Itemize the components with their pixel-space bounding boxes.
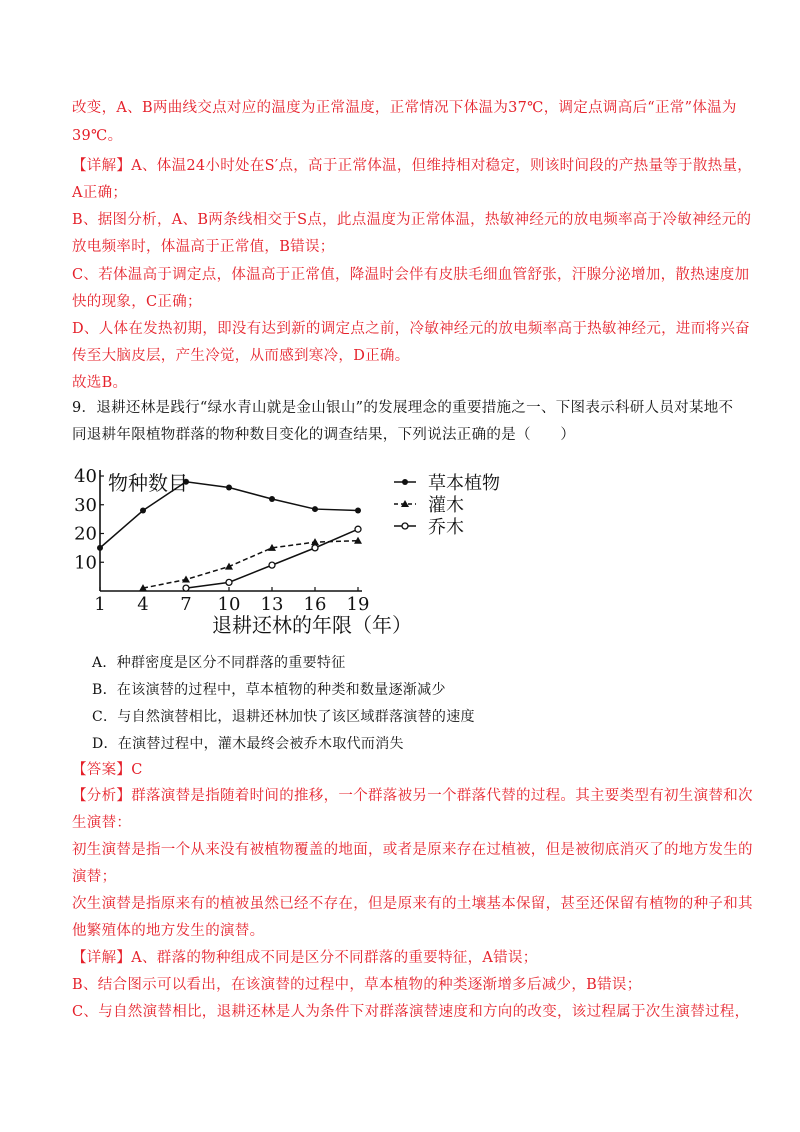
data-point xyxy=(355,526,361,532)
text-line: C、若体温高于调定点，体温高于正常值，降温时会伴有皮肤毛细血管舒张，汗腺分泌增加，散热速度加 xyxy=(72,267,750,283)
legend-item xyxy=(394,517,464,538)
option-d[interactable]: D．在演替过程中，灌木最终会被乔木取代而消失 xyxy=(92,736,404,752)
legend-label: 乔木 xyxy=(428,517,464,538)
x-tick-label: 13 xyxy=(260,594,284,615)
data-point xyxy=(269,562,275,568)
legend-label: 草本植物 xyxy=(428,473,500,494)
text-line: 快的现象，C正确； xyxy=(72,294,202,310)
data-point xyxy=(402,523,408,529)
data-point xyxy=(312,545,318,551)
legend-label: 灌木 xyxy=(428,495,464,516)
text-line: 39℃。 xyxy=(72,128,123,144)
text-line: A正确； xyxy=(72,185,128,201)
answer-label: 【答案】C xyxy=(72,762,143,778)
data-point xyxy=(97,545,103,551)
series-line xyxy=(143,541,358,588)
text-line: 传至大脑皮层，产生冷觉，从而感到寒冷，D正确。 xyxy=(72,348,410,364)
text-line: 次生演替是指原来有的植被虽然已经不存在，但是原来有的土壤基本保留，甚至还保留有植物的种子和其 xyxy=(72,896,753,912)
data-point xyxy=(183,585,189,591)
x-tick-label: 1 xyxy=(94,594,106,615)
data-point xyxy=(182,576,190,583)
y-tick-label: 40 xyxy=(74,466,97,487)
option-c[interactable]: C．与自然演替相比，退耕还林加快了该区域群落演替的速度 xyxy=(92,709,475,725)
x-tick-label: 7 xyxy=(180,594,192,615)
question-stem: 9．退耕还林是践行“绿水青山就是金山银山”的发展理念的重要措施之一、下图表示科研人员对某地不 xyxy=(72,400,734,416)
legend-item xyxy=(394,495,464,516)
text-line: D、人体在发热初期，即没有达到新的调定点之前，冷敏神经元的放电频率高于热敏神经元，进而将兴奋 xyxy=(72,321,750,337)
data-point xyxy=(312,506,318,512)
text-line: 【详解】A、体温24小时处在S′点，高于正常体温，但维持相对稳定，则该时间段的产热量等于散热量， xyxy=(72,158,753,174)
question-stem: 同退耕年限植物群落的物种数目变化的调查结果，下列说法正确的是（ ） xyxy=(72,427,576,443)
chart-xlabel: 退耕还林的年限（年） xyxy=(212,613,412,637)
data-point xyxy=(226,485,232,491)
chart-title: 物种数目 xyxy=(108,471,188,495)
series-乔木 xyxy=(183,526,361,591)
chart-series xyxy=(97,479,362,591)
y-tick-label: 10 xyxy=(74,552,97,574)
option-a[interactable]: A．种群密度是区分不同群落的重要特征 xyxy=(92,655,346,671)
text-line: 【分析】群落演替是指随着时间的推移，一个群落被另一个群落代替的过程。其主要类型有初生演替和次 xyxy=(72,788,753,804)
text-line: 演替； xyxy=(72,869,117,885)
text-line: 他繁殖体的地方发生的演替。 xyxy=(72,923,265,939)
data-point xyxy=(226,579,232,585)
y-tick-label: 30 xyxy=(74,494,97,516)
text-line: B、结合图示可以看出，在该演替的过程中，草本植物的种类逐渐增多后减少，B错误； xyxy=(72,977,642,993)
data-point xyxy=(269,496,275,502)
x-tick-label: 19 xyxy=(346,594,370,615)
text-line: B、据图分析，A、B两条线相交于S点，此点温度为正常体温，热敏神经元的放电频率高于冷敏神经元的 xyxy=(72,212,752,228)
series-line xyxy=(186,529,358,588)
x-tick-label: 4 xyxy=(137,594,149,615)
x-tick-label: 10 xyxy=(217,594,241,615)
legend-item xyxy=(394,473,500,494)
data-point xyxy=(140,508,146,514)
species-count-chart xyxy=(72,460,532,640)
y-tick-label: 20 xyxy=(74,523,97,545)
option-b[interactable]: B．在该演替的过程中，草本植物的种类和数量逐渐减少 xyxy=(92,682,446,698)
data-point xyxy=(355,508,361,514)
chart-legend xyxy=(394,473,500,538)
data-point xyxy=(402,479,408,485)
text-line: 初生演替是指一个从来没有被植物覆盖的地面，或者是原来存在过植被，但是被彻底消灭了的地方发生的 xyxy=(72,842,753,858)
series-灌木 xyxy=(139,537,362,591)
text-line: 故选B。 xyxy=(72,375,128,391)
data-point xyxy=(311,538,319,545)
x-tick-label: 16 xyxy=(303,594,327,615)
text-line: 【详解】A、群落的物种组成不同是区分不同群落的重要特征，A错误； xyxy=(72,950,538,966)
text-line: C、与自然演替相比，退耕还林是人为条件下对群落演替速度和方向的改变，该过程属于次生演替过程， xyxy=(72,1004,750,1020)
text-line: 放电频率时，体温高于正常值，B错误； xyxy=(72,239,335,255)
text-line: 改变，A、B两曲线交点对应的温度为正常温度，正常情况下体温为37℃，调定点调高后“正常”体温为 xyxy=(72,100,737,116)
text-line: 生演替： xyxy=(72,815,132,831)
